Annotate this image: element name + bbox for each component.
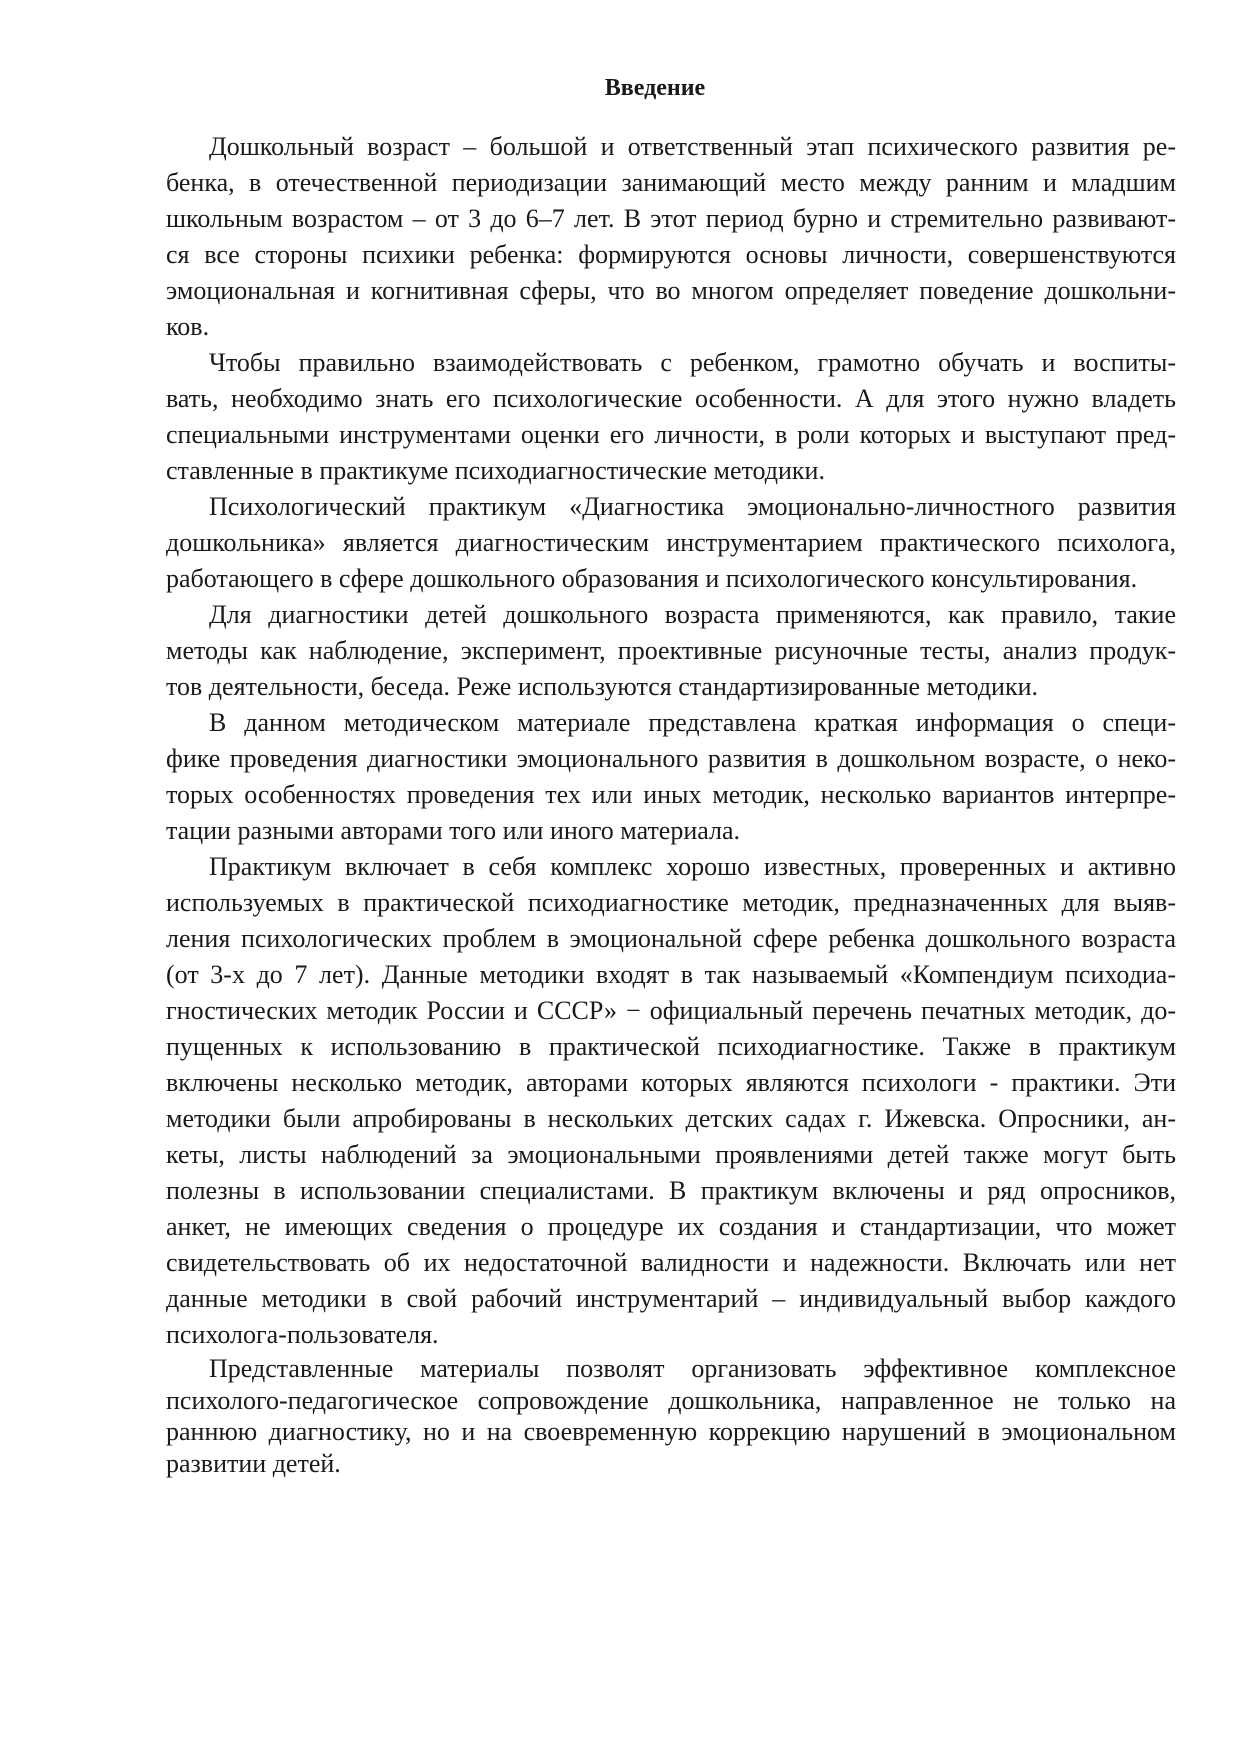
text-line: вать, необходимо знать его психологические особенности. А для этого нужно владеть (166, 384, 1176, 413)
text-line: ставленные в практикуме психодиагностические методики. (166, 456, 825, 485)
paragraph (166, 345, 1176, 489)
text-line: Представленные материалы позволят организовать эффективное комплексное (209, 1354, 1176, 1383)
text-line: (от 3-х до 7 лет). Данные методики входят в так называемый «Компендиум психодиа- (166, 960, 1176, 989)
text-line: ков. (166, 312, 210, 341)
paragraph (166, 705, 1176, 849)
text-line: пущенных к использованию в практической психодиагностике. Также в практикум (166, 1032, 1176, 1061)
text-line: ления психологических проблем в эмоциональной сфере ребенка дошкольного возраста (166, 924, 1176, 953)
text-line: фике проведения диагностики эмоционального развития в дошкольном возрасте, о неко- (166, 744, 1176, 773)
text-line: методы как наблюдение, эксперимент, проективные рисуночные тесты, анализ продук- (166, 636, 1176, 665)
text-line: полезны в использовании специалистами. В практикум включены и ряд опросников, (166, 1176, 1176, 1205)
paragraph (166, 1353, 1176, 1479)
text-line: используемых в практической психодиагностике методик, предназначенных для выяв- (166, 888, 1176, 917)
text-line: психолога-пользователя. (166, 1320, 439, 1349)
text-line: тов деятельности, беседа. Реже используются стандартизированные методики. (166, 672, 1039, 701)
text-line: дошкольника» является диагностическим инструментарием практического психолога, (166, 528, 1176, 557)
text-line: школьным возрастом – от 3 до 6–7 лет. В этот период бурно и стремительно развивают- (166, 204, 1176, 233)
text-line: эмоциональная и когнитивная сферы, что во многом определяет поведение дошкольни- (166, 276, 1176, 305)
paragraph (166, 597, 1176, 705)
text-line: Психологический практикум «Диагностика эмоционально-личностного развития (209, 492, 1176, 521)
text-line: В данном методическом материале представлена краткая информация о специ- (209, 708, 1176, 737)
text-line: Чтобы правильно взаимодействовать с ребенком, грамотно обучать и воспиты- (209, 348, 1176, 377)
paragraph (166, 129, 1176, 345)
text-line: кеты, листы наблюдений за эмоциональными проявлениями детей также могут быть (166, 1140, 1176, 1169)
text-line: торых особенностях проведения тех или иных методик, несколько вариантов интерпре- (166, 780, 1176, 809)
text-line: Практикум включает в себя комплекс хорошо известных, проверенных и активно (209, 852, 1176, 881)
paragraph (166, 489, 1176, 597)
text-line: психолого-педагогическое сопровождение дошкольника, направленное не только на (166, 1385, 1176, 1415)
text-line: методики были апробированы в нескольких детских садах г. Ижевска. Опросники, ан- (166, 1104, 1176, 1133)
text-line: Дошкольный возраст – большой и ответственный этап психического развития ре- (209, 132, 1176, 161)
text-line: включены несколько методик, авторами которых являются психологи - практики. Эти (166, 1068, 1176, 1097)
text-line: гностических методик России и СССР» − официальный перечень печатных методик, до- (166, 996, 1176, 1025)
document-body (166, 129, 1176, 1479)
text-line: анкет, не имеющих сведения о процедуре их создания и стандартизации, что может (166, 1212, 1176, 1241)
text-line: работающего в сфере дошкольного образования и психологического консультирования. (166, 564, 1138, 593)
text-line: развитии детей. (166, 1448, 341, 1478)
text-line: бенка, в отечественной периодизации занимающий место между ранним и младшим (166, 168, 1176, 197)
text-line: свидетельствовать об их недостаточной валидности и надежности. Включать или нет (166, 1248, 1176, 1277)
text-line: Для диагностики детей дошкольного возраста применяются, как правило, такие (209, 600, 1176, 629)
text-line: ся все стороны психики ребенка: формируются основы личности, совершенствуются (166, 240, 1176, 269)
text-line: раннюю диагностику, но и на своевременную коррекцию нарушений в эмоциональном (166, 1417, 1176, 1446)
text-line: тации разными авторами того или иного материала. (166, 816, 741, 845)
text-line: специальными инструментами оценки его личности, в роли которых и выступают пред- (166, 420, 1176, 449)
paragraph (166, 849, 1176, 1353)
text-line: данные методики в свой рабочий инструментарий – индивидуальный выбор каждого (166, 1284, 1176, 1313)
page-title: Введение (604, 75, 706, 101)
